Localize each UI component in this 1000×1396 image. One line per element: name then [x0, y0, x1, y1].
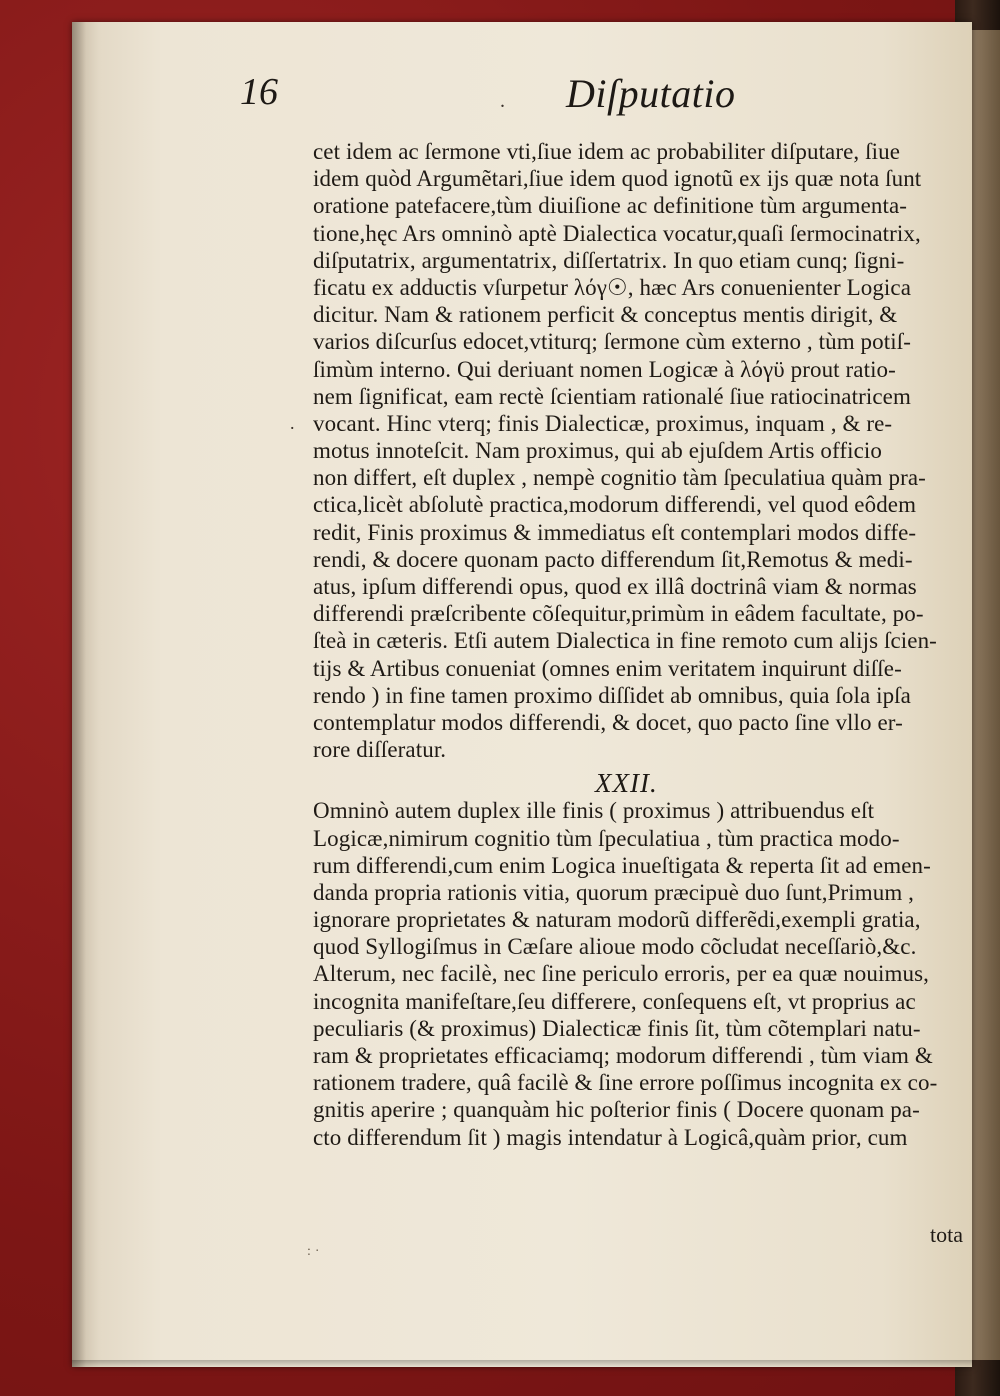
text-line: diſputatrix, argumentatrix, diſſertatrix. In quo etiam cunq; ſigni-	[313, 247, 905, 273]
section-paragraph	[313, 797, 993, 1150]
text-line: incognita manifeſtare,ſeu differere, conſequens eſt, vt proprius ac	[313, 988, 916, 1014]
text-line: peculiaris (& proximus) Dialecticæ finis ſit, tùm cõtemplari natu-	[313, 1015, 921, 1041]
header-dot: .	[500, 90, 505, 112]
text-line: ſimùm interno. Qui deriuant nomen Logicæ à λόγϋ prout ratio-	[313, 356, 896, 382]
text-line: tijs & Artibus conueniat (omnes enim veritatem inquirunt diſſe-	[313, 655, 902, 681]
text-line: tione,hęc Ars omninò aptè Dialectica vocatur,quaſi ſermocinatrix,	[313, 220, 921, 246]
text-line: quod Syllogiſmus in Cæſare alioue modo cõcludat neceſſariò,&c.	[313, 934, 917, 960]
text-line: rendi, & docere quonam pacto differendum ſit,Remotus & medi-	[313, 546, 913, 572]
text-line: differendi præſcribente cõſequitur,primùm in eâdem facultate, po-	[313, 601, 924, 627]
text-line: nem ſignificat, eam rectè ſcientiam rationalé ſiue ratiocinatricem	[313, 383, 911, 409]
text-line: varios diſcurſus edocet,vtiturq; ſermone cùm externo , tùm potiſ-	[313, 329, 911, 355]
text-line: ſteà in cæteris. Etſi autem Dialectica in fine remoto cum alijs ſcien-	[313, 628, 937, 654]
text-line: ctica,licèt abſolutè practica,modorum differendi, vel quod eôdem	[313, 492, 917, 518]
text-line: dicitur. Nam & rationem perficit & conceptus mentis dirigit, &	[313, 302, 898, 328]
text-line: ficatu ex adductis vſurpetur λόγ☉, hæc Ars conuenienter Logica	[313, 274, 912, 300]
text-line: cto differendum ſit ) magis intendatur à Logicâ,quàm prior, cum	[313, 1124, 908, 1150]
main-text	[313, 138, 993, 1151]
text-line: ignorare proprietates & naturam modorũ differẽdi,exempli gratia,	[313, 907, 921, 933]
text-line: redit, Finis proximus & immediatus eſt contemplari modos diffe-	[313, 519, 917, 545]
text-line: vocant. Hinc vterq; finis Dialecticæ, proximus, inquam , & re-	[313, 410, 893, 436]
page-bottom-shadow	[72, 1360, 972, 1368]
text-line: motus innoteſcit. Nam proximus, qui ab ejuſdem Artis officio	[313, 438, 883, 464]
text-line: rore diſſeratur.	[313, 737, 447, 763]
body-paragraph	[313, 138, 993, 763]
section-heading: XXII.	[595, 768, 658, 799]
running-title: Diſputatio	[566, 71, 736, 116]
text-line: rum differendi,cum enim Logica inueſtigata & reperta ſit ad emen-	[313, 852, 931, 878]
text-line: Logicæ,nimirum cognitio tùm ſpeculatiua , tùm practica modo-	[313, 825, 900, 851]
margin-mark: .	[290, 413, 295, 433]
text-line: Omninò autem duplex ille finis ( proximus ) attribuendus eſt	[313, 798, 875, 824]
text-line: ram & proprietates efficaciamq; modorum differendi , tùm viam &	[313, 1043, 933, 1068]
text-line: danda propria rationis vitia, quorum præcipuè duo ſunt,Primum ,	[313, 879, 915, 905]
text-line: cet idem ac ſermone vti,ſiue idem ac probabiliter diſputare, ſiue	[313, 139, 901, 164]
text-line: gnitis aperire ; quanquàm hic poſterior finis ( Docere quonam pa-	[313, 1097, 920, 1123]
text-line: contemplatur modos differendi, & docet, quo pacto ſine vllo er-	[313, 709, 903, 735]
text-line: rendo ) in fine tamen proximo diſſidet ab omnibus, quia ſola ipſa	[313, 682, 911, 708]
text-line: non differt, eſt duplex , nempè cognitio tàm ſpeculatiua quàm pra-	[313, 465, 926, 491]
text-line: rationem tradere, quâ facilè & ſine errore poſſimus incognita ex co-	[313, 1070, 938, 1096]
text-line: atus, ipſum differendi opus, quod ex illâ doctrinâ viam & normas	[313, 574, 917, 599]
catchword: tota	[930, 1222, 963, 1247]
page-number: 16	[240, 71, 278, 113]
page-header	[240, 70, 880, 130]
text-line: oratione patefacere,tùm diuiſione ac definitione tùm argumenta-	[313, 193, 908, 219]
bottom-smudge-marks: :·	[307, 1244, 324, 1259]
text-line: idem quòd Argumẽtari,ſiue idem quod ignotũ ex ijs quæ nota ſunt	[313, 166, 922, 192]
text-line: Alterum, nec facilè, nec ſine periculo erroris, per ea quæ nouimus,	[313, 961, 929, 987]
